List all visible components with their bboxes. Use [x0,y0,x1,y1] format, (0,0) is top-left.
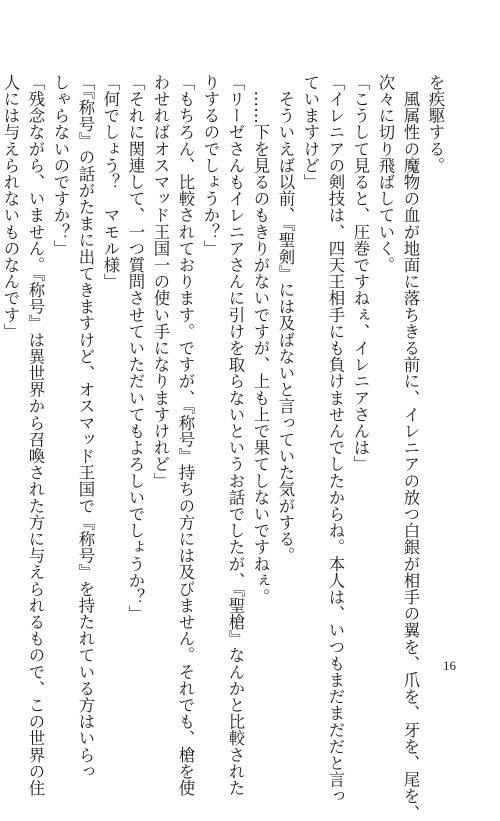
text-column: 「もちろん、比較されております。ですが、『称号』持ちの方には及びません。それでも、槍を使 [176,74,195,797]
text-column: 「残念ながら、いません。『称号』は異世界から召喚された方に与えられるもので、この世界の住 [26,74,45,797]
text-column: 「何でしょう？ マモル様」 [101,74,120,290]
text-column: 「リーゼさんもイレニアさんに引けを取らないというお話でしたが、『聖槍』なんかと比較された [226,74,245,797]
text-column: 「『称号』の話がたまに出てきますけど、オスマッド王国で『称号』を持たれている方はいらっ [76,74,95,780]
text-column: そういえば以前、『聖剣』には及ばないと言っていた気がする。 [276,74,295,564]
text-column: 「こうして見ると、圧巻ですねぇ、イレニアさんは」 [351,74,370,473]
text-column: を疾駆する。 [426,74,445,174]
text-column: ていますけど」 [301,74,320,191]
text-column: 風属性の魔物の血が地面に落ちきる前に、イレニアの放つ白銀が相手の翼を、爪を、牙を、尾を、 [401,74,420,821]
page-number: 16 [443,658,456,673]
text-column: ……下を見るのもきりがないですが、上も上で果てしないですねぇ。 [251,74,270,606]
vertical-text-block [1,74,448,821]
text-column: りするのでしょうか？」 [201,74,220,257]
text-column: しゃらないのですか？」 [51,74,70,257]
text-column: 「それに関連して、一つ質問させていただいてもよろしいでしょうか？」 [126,74,145,622]
text-column: 人には与えられないものなんです」 [1,74,20,340]
text-column: 次々に切り飛ばしていく。 [376,74,395,274]
text-column: わせればオスマッド王国一の使い手になりますけれど」 [151,74,170,489]
text-column: 「イレニアの剣技は、四天王相手にも負けませんでしたからね。本人は、いつもまだまだだと言っ [326,74,345,805]
